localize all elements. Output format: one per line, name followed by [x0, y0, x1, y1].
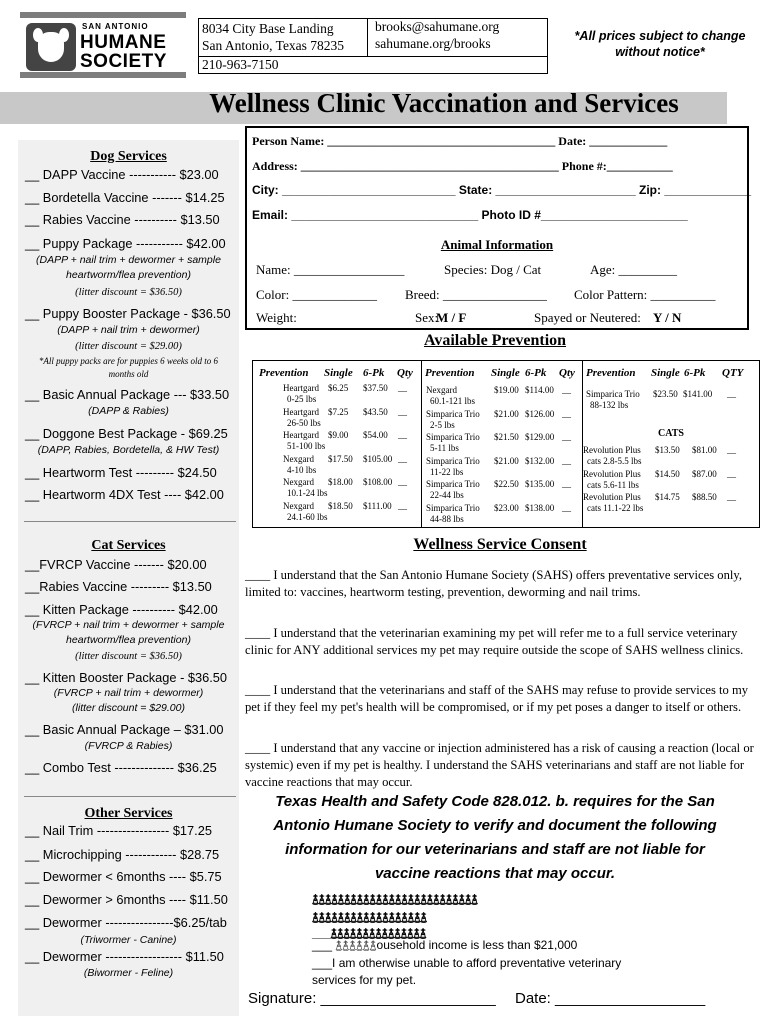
cat-prevention-row-product: Revolution Plus: [583, 468, 641, 479]
cat-prevention-row-sixpack-price: $88.50: [692, 492, 717, 502]
prevention-row-sixpack-price: $37.50: [363, 383, 388, 393]
prevention-row-sixpack-price: $114.00: [525, 385, 554, 395]
prevention-row-weight-range: 10.1-24 lbs: [287, 488, 328, 498]
prevention-row-qty: __: [562, 408, 571, 419]
afford-line2: services for my pet.: [312, 973, 417, 987]
nail-trim: __ Nail Trim ----------------- $17.25: [25, 823, 212, 838]
prevention-header: 6-Pk: [684, 367, 706, 379]
consent-title: Wellness Service Consent: [413, 536, 587, 553]
prevention-row-product: Heartgard: [283, 383, 319, 393]
prevention-row-qty: __: [398, 383, 407, 393]
prevention-row-single-price: $23.00: [494, 502, 519, 513]
species-field[interactable]: Species: Dog / Cat: [444, 262, 542, 277]
services-column: Dog Services __ DAPP Vaccine ----------- $23.00 __ Bordetella Vaccine ------- $14.25 __ Rabies Vaccine ---------- $13.50 __ Puppy Package ----------- $42.00 (DAPP + nail trim + dewormer + sample heartworm/flea prevention) (litter discount = $36.50) __ Puppy Booster Package - $36.50 (DAPP + nail trim + dewormer) (litter discount = $29.00) *All puppy packs are for puppies 6 weeks old to 6 months old __ Basic Annual Package --- $33.50 (DAPP & Rabies) __ Doggone Best Package - $69.25 (DAPP, Rabies, Bordetella, & HW Test) __ Heartworm Test --------- $24.50 __ Heartworm 4DX Test ---- $42.00 Cat Services __FVRCP Vaccine ------- $20.00 __Rabies Vaccine --------- $13.50 __ Kitten Package ---------- $42.00 (FVRCP + nail trim + dewormer + sample heartworm/flea prevention) (litter discount = $36.50) __ Kitten Booster Package - $36.50 (FVRCP + nail trim + dewormer) (litter discount = $29.00) __ Basic Annual Package – $31.00 (FVRCP & Rabies) __ Combo Test -------------- $36.25 Other Services __ Nail Trim ----------------- $17.25 __ Microchipping ------------ $28.75 __ Dewormer < 6months ---- $5.75 __ Dewormer > 6months ---- $11.50 __ Dewormer ----------------$6.25/tab (Triwormer - Canine) __ Dewormer ------------------ $11.50 (Biwormer - Feline): [18, 140, 239, 1016]
sex-field[interactable]: M / F: [436, 310, 467, 325]
biwormer: __ Dewormer ------------------ $11.50: [25, 949, 224, 964]
doggone-best-package: __ Doggone Best Package - $69.25: [25, 426, 228, 441]
prevention-row-single-price: $18.00: [328, 477, 353, 487]
bordetella-vaccine: __ Bordetella Vaccine ------- $14.25: [25, 190, 225, 205]
prevention-row-sixpack-price: $43.50: [363, 406, 388, 417]
afford-checkbox[interactable]: ___I am otherwise unable to afford preventative veterinary: [312, 956, 622, 970]
prevention-row-product: Nexgard: [283, 453, 314, 464]
garbled-line-1: ࿄࿄࿄࿄࿄࿄࿄࿄࿄࿄࿄࿄࿄࿄࿄࿄࿄࿄࿄࿄࿄࿄࿄࿄࿄࿄: [312, 892, 478, 906]
cat-prevention-row-single-price: $14.75: [655, 492, 680, 502]
prevention-row-weight-range: 51-100 lbs: [287, 441, 326, 451]
cat-prevention-row-qty: __: [727, 445, 736, 455]
prevention-row-sixpack-price: $105.00: [363, 453, 393, 464]
spayed-label: Spayed or Neutered:: [534, 310, 641, 325]
address-line2: San Antonio, Texas 78235: [202, 38, 345, 53]
logo-subtitle: SAN ANTONIO: [82, 22, 149, 31]
consent-referral: ____ I understand that the veterinarian examining my pet will refer me to a full service veterinary clinic for ANY additional services my pet may require outside the scope of SAHS wellness clinics.: [245, 626, 744, 657]
prevention-row-qty: __: [562, 385, 571, 395]
basic-annual-cat: __ Basic Annual Package – $31.00: [25, 722, 224, 737]
rabies-vaccine: __ Rabies Vaccine ---------- $13.50: [25, 212, 220, 227]
cat-prevention-row-sixpack-price: $87.00: [692, 468, 717, 479]
prevention-row-sixpack-price: $111.00: [363, 500, 392, 511]
prevention-row-single-price: $18.50: [328, 500, 353, 511]
fvrcp-vaccine: __FVRCP Vaccine ------- $20.00: [25, 557, 207, 572]
prevention-header: Single: [491, 367, 520, 379]
prevention-row-qty: __: [398, 430, 407, 440]
phone-number: 210-963-7150: [202, 57, 279, 72]
prevention-row-single-price: $7.25: [328, 406, 349, 417]
prevention-col-dog2: [422, 361, 582, 527]
signature-field[interactable]: Signature: _____________________: [248, 990, 496, 1007]
prevention-row-qty: __: [398, 453, 407, 464]
prevention-header: Prevention: [425, 367, 475, 379]
kitten-package: __ Kitten Package ---------- $42.00: [25, 602, 218, 617]
prevention-row-qty: __: [398, 406, 407, 417]
person-info-form: [245, 126, 752, 330]
prevention-row-weight-range: 11-22 lbs: [430, 466, 464, 477]
garbled-line-3: ___࿄࿄࿄࿄࿄࿄࿄࿄࿄࿄࿄࿄࿄࿄࿄: [312, 926, 426, 940]
cat-services-title: Cat Services: [91, 538, 166, 553]
prevention-row-weight-range: 60.1-121 lbs: [430, 396, 475, 406]
cats-subtitle: CATS: [658, 428, 684, 439]
age-field[interactable]: Age: _________: [590, 262, 678, 277]
prevention-row-single-price: $22.50: [494, 479, 519, 489]
prevention-row-qty: __: [398, 500, 407, 511]
sex-label: Sex:: [415, 310, 439, 325]
email-address: brooks@sahumane.org: [375, 19, 500, 34]
other-services-title: Other Services: [84, 806, 173, 821]
basic-annual-dog: __ Basic Annual Package --- $33.50: [25, 387, 230, 402]
cat-prevention-row-weight-range: cats 11.1-22 lbs: [587, 503, 644, 513]
prevention-header: Single: [651, 367, 680, 379]
dewormer-over-6mo: __ Dewormer > 6months ---- $11.50: [25, 892, 228, 907]
animal-name-field[interactable]: Name: _________________: [256, 262, 405, 277]
cat-prevention-row-sixpack-price: $81.00: [692, 445, 717, 455]
prevention-row-product: Simparica Trio: [426, 408, 480, 419]
prevention-row-qty: __: [562, 479, 571, 489]
combo-test: __ Combo Test -------------- $36.25: [25, 760, 217, 775]
prevention-row-qty: __: [727, 389, 736, 399]
puppy-package: __ Puppy Package ----------- $42.00: [25, 236, 226, 251]
prevention-row-weight-range: 26-50 lbs: [287, 417, 321, 428]
prevention-header: Qty: [559, 367, 575, 379]
prevention-row-qty: __: [562, 502, 571, 513]
price-disclaimer: *All prices subject to change without notice*: [574, 29, 746, 59]
contact-box: [198, 18, 548, 74]
city-state-zip-field[interactable]: City: __________________________ State: _____________________ Zip: _____________: [252, 183, 752, 197]
address-line1: 8034 City Base Landing: [202, 21, 334, 36]
address-field[interactable]: Address: ___________________________________________ Phone #:___________: [252, 159, 673, 173]
prevention-row-sixpack-price: $135.00: [525, 479, 555, 489]
prevention-row-product: Nexgard: [283, 477, 314, 487]
prevention-row-single-price: $21.00: [494, 455, 519, 466]
prevention-row-sixpack-price: $108.00: [363, 477, 393, 487]
puppy-booster-package: __ Puppy Booster Package - $36.50: [25, 306, 231, 321]
cat-prevention-row-weight-range: cats 5.6-11 lbs: [587, 479, 639, 490]
texas-law-notice: Texas Health and Safety Code 828.012. b. requires for the San Antonio Humane Society to verify and document the following information for our veterinarians and staff are not liable for vaccine reactions that may occur.: [273, 793, 717, 882]
cat-prevention-row-qty: __: [727, 492, 736, 502]
prevention-row-product: Heartgard: [283, 406, 319, 417]
prevention-row-sixpack-price: $54.00: [363, 430, 388, 440]
prevention-col-dog1: [253, 361, 421, 527]
prevention-row-weight-range: 5-11 lbs: [430, 443, 459, 453]
dapp-vaccine: __ DAPP Vaccine ----------- $23.00: [25, 167, 219, 182]
dewormer-under-6mo: __ Dewormer < 6months ---- $5.75: [25, 869, 222, 884]
prevention-row-product: Simparica Trio: [426, 502, 480, 513]
prevention-row-weight-range: 88-132 lbs: [590, 400, 629, 410]
income-checkbox[interactable]: ___ ࿄࿄࿄࿄࿄࿄ousehold income is less than $21,000: [312, 938, 578, 952]
website: sahumane.org/brooks: [375, 36, 491, 51]
dog-services-title: Dog Services: [90, 149, 167, 164]
prevention-header: 6-Pk: [525, 367, 547, 379]
prevention-row-sixpack-price: $126.00: [525, 408, 555, 419]
email-photo-id-field[interactable]: Email: ____________________________ Photo ID #______________________: [252, 208, 688, 222]
microchipping: __ Microchipping ------------ $28.75: [25, 847, 220, 862]
prevention-row-product: Nexgard: [426, 385, 457, 395]
prevention-header: Single: [324, 367, 353, 379]
prevention-header: 6-Pk: [363, 367, 385, 379]
weight-field[interactable]: Weight:: [256, 310, 297, 325]
page-title: Wellness Clinic Vaccination and Services: [209, 88, 679, 118]
prevention-header: Prevention: [586, 367, 636, 379]
prevention-row-weight-range: 24.1-60 lbs: [287, 511, 328, 522]
logo-line2: SOCIETY: [80, 51, 167, 72]
prevention-row-single-price: $17.50: [328, 453, 353, 464]
prevention-table: [252, 360, 760, 528]
prevention-row-sixpack-price: $129.00: [525, 432, 555, 442]
cat-prevention-row-single-price: $13.50: [655, 445, 680, 455]
prevention-row-weight-range: 22-44 lbs: [430, 490, 464, 500]
consent-preventative: ____ I understand that the San Antonio Humane Society (SAHS) offers preventative services only, limited to: vaccines, heartworm testing, prevention, deworming and nail trims.: [245, 568, 742, 599]
prevention-row-single-price: $23.50: [653, 389, 678, 399]
humane-society-logo: [20, 12, 186, 78]
heartworm-test: __ Heartworm Test --------- $24.50: [25, 465, 217, 480]
color-pattern-field[interactable]: Color Pattern: __________: [574, 287, 716, 302]
dog-cat-icon: [26, 23, 76, 71]
prevention-row-sixpack-price: $132.00: [525, 455, 555, 466]
prevention-row-single-price: $21.00: [494, 408, 519, 419]
prevention-title: Available Prevention: [423, 332, 567, 349]
animal-info-title: Animal Information: [440, 237, 554, 252]
kitten-booster-package: __ Kitten Booster Package - $36.50: [25, 670, 228, 685]
prevention-row-weight-range: 2-5 lbs: [430, 419, 455, 430]
prevention-row-single-price: $9.00: [328, 430, 349, 440]
prevention-row-single-price: $19.00: [494, 385, 519, 395]
prevention-row-single-price: $21.50: [494, 432, 519, 442]
prevention-row-product: Nexgard: [283, 500, 314, 511]
spayed-field[interactable]: Y / N: [653, 310, 682, 325]
dewormer-per-tab: __ Dewormer ----------------$6.25/tab: [25, 915, 227, 930]
prevention-row-product: Simparica Trio: [586, 389, 640, 399]
prevention-row-product: Heartgard: [283, 430, 319, 440]
prevention-header: Qty: [397, 367, 413, 379]
prevention-row-product: Simparica Trio: [426, 432, 480, 442]
prevention-row-product: Simparica Trio: [426, 455, 480, 466]
prevention-row-single-price: $6.25: [328, 383, 349, 393]
prevention-row-product: Simparica Trio: [426, 479, 480, 489]
cat-prevention-row-product: Revolution Plus: [583, 492, 641, 502]
garbled-line-2: ࿄࿄࿄࿄࿄࿄࿄࿄࿄࿄࿄࿄࿄࿄࿄࿄࿄࿄: [312, 910, 427, 924]
logo-line1: HUMANE: [80, 32, 167, 53]
cat-prevention-row-weight-range: cats 2.8-5.5 lbs: [587, 456, 642, 466]
heartworm-4dx-test: __ Heartworm 4DX Test ---- $42.00: [25, 487, 224, 502]
cat-prevention-row-qty: __: [727, 468, 736, 479]
breed-field[interactable]: Breed: ________________: [405, 287, 547, 302]
prevention-row-qty: __: [562, 455, 571, 466]
signature-date-field[interactable]: Date: __________________: [515, 990, 706, 1007]
prevention-row-qty: __: [398, 477, 407, 487]
consent-reaction: ____ I understand that any vaccine or injection administered has a risk of causing a reaction (local or systemic) even if my pet is healthy. I understand the SAHS veterinarians and staff are not liable for vaccine reactions that may occur.: [245, 741, 754, 789]
person-name-field[interactable]: Person Name: ______________________________________ Date: _____________: [252, 134, 668, 148]
cat-prevention-row-product: Revolution Plus: [583, 445, 641, 455]
prevention-row-weight-range: 44-88 lbs: [430, 513, 464, 524]
prevention-row-weight-range: 4-10 lbs: [287, 464, 317, 475]
prevention-row-sixpack-price: $138.00: [525, 502, 555, 513]
color-field[interactable]: Color: _____________: [256, 287, 377, 302]
cat-prevention-row-single-price: $14.50: [655, 468, 680, 479]
prevention-row-weight-range: 0-25 lbs: [287, 394, 317, 404]
prevention-row-sixpack-price: $141.00: [683, 389, 713, 399]
consent-refuse: ____ I understand that the veterinarians and staff of the SAHS may refuse to provide services to my pet if they feel my pet's health will be compromised, or if my pet poses a danger to itself or others.: [245, 683, 749, 714]
prevention-col-cats: [583, 361, 759, 527]
cat-rabies-vaccine: __Rabies Vaccine --------- $13.50: [25, 579, 212, 594]
prevention-row-qty: __: [562, 432, 571, 442]
prevention-header: Prevention: [259, 367, 309, 379]
prevention-header: QTY: [722, 367, 744, 379]
